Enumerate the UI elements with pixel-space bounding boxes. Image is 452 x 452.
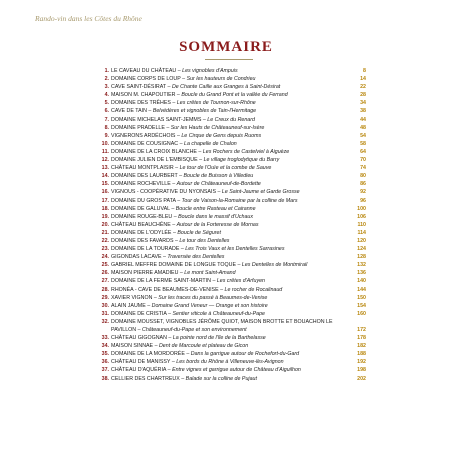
toc-entry-separator: – (145, 302, 152, 309)
toc-entry-walk: Les Trois Vaux et les Dentelles Sarrasines (185, 246, 285, 253)
toc-entry-text (111, 205, 343, 213)
toc-entry-number: 35. (101, 351, 109, 358)
toc-entry-page: 58 (360, 140, 366, 147)
toc-entry-text (111, 221, 343, 229)
toc-entry-walk: Sur les Hauts de Châteauneuf-sur-Isère (170, 124, 265, 131)
toc-entry (92, 132, 366, 140)
toc-entry-text (111, 99, 343, 107)
toc-entry (92, 350, 366, 358)
toc-entry-separator: – (175, 92, 182, 99)
toc-entry-separator: – (180, 76, 187, 83)
toc-entry-number: 12. (101, 157, 109, 164)
toc-entry-walk: Dent de Marcoule et plateau de Gicon (158, 343, 249, 350)
toc-entry-number: 1. (104, 68, 109, 74)
toc-entry-page: 86 (360, 181, 366, 188)
toc-entry-text (111, 140, 343, 148)
toc-entry-number: 17. (101, 197, 109, 204)
toc-entry-separator: – (136, 327, 143, 333)
toc-entry-page: 144 (357, 286, 366, 293)
toc-entry-domain: DOMAINE MOUSSET, VIGNOBLES JÉRÔME QUIOT, MAISON BROTTE ET BOUACHON LE PAVILLON (111, 318, 333, 333)
toc-entry (92, 245, 366, 253)
toc-entry-page: 154 (357, 302, 366, 309)
toc-entry-page: 140 (357, 278, 366, 285)
toc-entry-page: 114 (357, 229, 366, 236)
toc-entry-text (111, 318, 343, 334)
toc-entry-number: 30. (101, 302, 109, 309)
toc-entry-page: 92 (360, 189, 366, 196)
toc-entry-number: 33. (101, 335, 109, 342)
toc-entry-domain: MAISON PIERRE AMADIEU (111, 270, 179, 277)
toc-entry-domain: VIGNOUS - COOPÉRATIVE DU NYONSAIS (111, 189, 216, 196)
toc-entry-walk: Sur les hauteurs de Condrieu (186, 76, 256, 83)
toc-entry-domain: XAVIER VIGNON (111, 294, 153, 301)
toc-entry-page: 192 (357, 359, 366, 366)
toc-entry-domain: DOMAINE DES FAVARDS (111, 237, 174, 244)
toc-entry-page: 124 (357, 246, 366, 253)
toc-entry (92, 269, 366, 277)
toc-entry (92, 302, 366, 310)
toc-entry-separator: – (170, 359, 177, 366)
toc-entry-number: 31. (101, 310, 109, 317)
toc-entry-text (111, 164, 343, 172)
toc-entry-text (111, 180, 343, 188)
toc-entry-number: 25. (101, 262, 109, 269)
toc-entry-walk: Sentier viticole à Châteauneuf-du-Pape (172, 310, 265, 317)
toc-entry (92, 107, 366, 115)
toc-entry-domain: DOMAINE JULIEN DE L'EMBISQUE (111, 157, 198, 164)
toc-entry (92, 375, 366, 383)
toc-entry-domain: LE CAVEAU DU CHÂTEAU (111, 68, 177, 74)
toc-entry (92, 91, 366, 99)
toc-entry-separator: – (179, 246, 186, 253)
toc-entry-domain: CHÂTEAU BEAUCHÊNE (111, 221, 171, 228)
toc-entry-number: 13. (101, 165, 109, 172)
toc-entry-page: 198 (357, 367, 366, 374)
toc-entry-number: 22. (101, 237, 109, 244)
toc-entry-walk: Domaine Grand Veneur — Orange et son histoire (151, 302, 268, 309)
toc-entry (92, 75, 366, 83)
toc-entry-page: 100 (357, 205, 366, 212)
toc-entry-domain: CELLIER DES CHARTREUX (111, 375, 180, 382)
toc-entry-page: 110 (357, 221, 366, 228)
toc-entry-walk: Boucle du Grand Pont et la vallée du Ferrand (181, 92, 288, 99)
toc-entry-page: 64 (360, 148, 366, 155)
toc-entry-number: 18. (101, 205, 109, 212)
toc-entry-number: 19. (101, 213, 109, 220)
toc-entry-separator: – (164, 124, 171, 131)
toc-entry (92, 237, 366, 245)
toc-entry-domain: CHÂTEAU DE MANISSY (111, 359, 171, 366)
toc-entry-number: 27. (101, 278, 109, 285)
toc-entry-separator: – (176, 68, 183, 74)
toc-entry-domain: DOMAINE ROCHEVILLE (111, 181, 171, 188)
toc-entry-domain: GIGONDAS LACAVE (111, 254, 162, 261)
toc-entry-separator: – (201, 116, 208, 123)
toc-entry-number: 2. (104, 76, 109, 83)
toc-entry-text (111, 116, 343, 124)
toc-entry-page: 38 (360, 108, 366, 115)
toc-entry-text (111, 269, 343, 277)
toc-entry-separator: – (210, 278, 217, 285)
toc-entry-text (111, 237, 343, 245)
toc-entry-separator: – (197, 157, 204, 164)
title-divider (205, 59, 253, 60)
toc-entry-domain: CAVE DE TAIN (111, 108, 147, 115)
toc-entry (92, 116, 366, 124)
toc-entry-text (111, 277, 343, 285)
toc-entry-page: 106 (357, 213, 366, 220)
toc-entry-number: 5. (104, 100, 109, 107)
toc-entry-walk: Les bords du Rhône à Villeneuve-lès-Avignon (176, 359, 284, 366)
toc-entry-walk: Les crêtes d'Arfuyen (216, 278, 265, 285)
toc-entry-text (111, 294, 343, 302)
toc-entry-walk: Belvédères et vignobles de Tain-l'Hermitage (152, 108, 257, 115)
toc-entry-text (111, 132, 343, 140)
toc-entry-separator: – (175, 132, 182, 139)
toc-entry-page: 188 (357, 351, 366, 358)
toc-entry (92, 180, 366, 188)
toc-entry-domain: DOMAINE DE LA FERME SAINT-MARTIN (111, 278, 211, 285)
toc-entry-text (111, 366, 343, 374)
toc-entry-number: 38. (101, 375, 109, 382)
toc-entry-walk: De Chante Caille aux Granges à Saint-Désirat (171, 84, 281, 91)
toc-entry-page: 54 (360, 132, 366, 139)
toc-entry-walk: Le Cirque de Gens depuis Ruoms (181, 132, 262, 139)
toc-entry-page: 96 (360, 197, 366, 204)
toc-entry-page: 172 (357, 327, 366, 333)
toc-entry-text (111, 286, 343, 294)
table-of-contents (92, 67, 366, 383)
toc-entry-domain: DOMAINE DE L'ODYLÉE (111, 229, 172, 236)
toc-entry-number: 24. (101, 254, 109, 261)
toc-entry-separator: – (170, 100, 177, 107)
toc-entry-walk: Sur les traces du passé à Beaumes-de-Venise (158, 294, 268, 301)
toc-entry-text (111, 375, 343, 383)
toc-entry-page: 178 (357, 335, 366, 342)
toc-entry (92, 261, 366, 269)
toc-entry-page: 28 (360, 92, 366, 99)
toc-entry-walk: Le village troglodytique du Barry (203, 157, 280, 164)
toc-entry-walk: Boucle entre Rasteau et Cairanne (175, 205, 256, 212)
toc-entry-domain: DOMAINE DE CRISTIA (111, 310, 167, 317)
toc-entry-walk: Entre vignes et garrigue autour de Château d'Aiguilhon (172, 367, 301, 374)
page-title: SOMMAIRE (179, 39, 273, 55)
toc-entry-separator: – (170, 221, 177, 228)
toc-entry-domain: GABRIEL MEFFRE DOMAINE DE LONGUE TOQUE (111, 262, 236, 269)
toc-entry-walk: Le rocher de Rocalinaud (224, 286, 283, 293)
toc-entry-text (111, 83, 343, 91)
toc-entry-number: 32. (101, 318, 109, 325)
toc-entry-number: 15. (101, 181, 109, 188)
toc-entry-page: 22 (360, 84, 366, 91)
toc-entry (92, 318, 366, 334)
toc-entry (92, 99, 366, 107)
toc-entry-walk: Les Dentelles de Montmirail (241, 262, 308, 269)
toc-entry-number: 8. (104, 124, 109, 131)
toc-entry-page: 80 (360, 173, 366, 180)
toc-entry-number: 7. (104, 116, 109, 123)
toc-entry-walk: Boucle de Buisson à Villedieu (183, 173, 254, 180)
toc-entry-separator: – (173, 165, 180, 172)
toc-entry (92, 156, 366, 164)
toc-entry-page: 70 (360, 157, 366, 164)
toc-entry-text (111, 302, 343, 310)
toc-entry-separator: – (152, 294, 159, 301)
toc-entry-number: 26. (101, 270, 109, 277)
toc-entry-domain: VIGNERONS ARDÉCHOIS (111, 132, 176, 139)
toc-entry-page: 44 (360, 116, 366, 123)
toc-entry-domain: DOMAINE MICHELAS SAINT-JEMMS (111, 116, 202, 123)
toc-entry-number: 21. (101, 229, 109, 236)
toc-entry-text (111, 172, 343, 180)
toc-entry-text (111, 197, 343, 205)
toc-entry-text (111, 124, 343, 132)
toc-entry-separator: – (173, 237, 180, 244)
toc-entry-number: 4. (104, 92, 109, 99)
toc-entry-number: 28. (101, 286, 109, 293)
toc-entry-separator: – (215, 189, 222, 196)
toc-entry-domain: CHÂTEAU D'AQUÉRIA (111, 367, 167, 374)
page-header: Rando-vin dans les Côtes du Rhône (35, 14, 142, 23)
toc-entry (92, 140, 366, 148)
toc-entry-separator: – (179, 375, 186, 382)
toc-entry-number: 9. (104, 132, 109, 139)
toc-entry-text (111, 148, 343, 156)
toc-entry-separator: – (170, 181, 177, 188)
toc-entry-walk: Le tour de l'Ouïe et la combe de Sauve (179, 165, 272, 172)
toc-entry (92, 188, 366, 196)
toc-entry-separator: – (196, 148, 203, 155)
toc-entry (92, 342, 366, 350)
toc-entry-walk: Les Rochers de Castelviel à Aiguèze (202, 148, 290, 155)
toc-entry-page: 160 (357, 310, 366, 317)
toc-entry-text (111, 245, 343, 253)
toc-entry-domain: MAISON SINNAE (111, 343, 154, 350)
toc-entry-separator: – (166, 335, 173, 342)
toc-entry-text (111, 310, 343, 318)
toc-entry-text (111, 350, 343, 358)
toc-entry-text (111, 75, 343, 83)
toc-entry-domain: CHÂTEAU MONTPLAISIR (111, 165, 174, 172)
toc-entry-page: 48 (360, 124, 366, 131)
toc-entry (92, 67, 366, 75)
toc-entry-text (111, 229, 343, 237)
toc-entry (92, 172, 366, 180)
toc-entry (92, 277, 366, 285)
toc-entry (92, 221, 366, 229)
toc-entry-text (111, 213, 343, 221)
toc-entry-walk: La chapelle de Chalon (184, 140, 237, 147)
toc-entry-page: 132 (357, 262, 366, 269)
toc-entry (92, 148, 366, 156)
toc-entry-page: 34 (360, 100, 366, 107)
toc-entry-domain: DOMAINE DES LAURBERT (111, 173, 178, 180)
toc-entry-separator: – (172, 213, 179, 220)
toc-entry-page: 150 (357, 294, 366, 301)
toc-entry (92, 229, 366, 237)
toc-entry-separator: – (178, 270, 185, 277)
toc-entry-separator: – (236, 262, 242, 269)
toc-entry-walk: Le Saint-Jaume et Garde Grosse (221, 189, 300, 196)
toc-entry-page: 74 (360, 165, 366, 172)
toc-entry-text (111, 91, 343, 99)
toc-entry-page: 136 (357, 270, 366, 277)
toc-entry-number: 3. (104, 84, 109, 91)
toc-entry-text (111, 261, 343, 269)
toc-entry-domain: DOMAINE DE GALUVAL (111, 205, 170, 212)
toc-entry-walk: Tour de Vaison-la-Romaine par la colline de Mars (181, 197, 298, 204)
toc-entry-separator: – (166, 310, 173, 317)
toc-entry-text (111, 188, 343, 196)
toc-entry (92, 310, 366, 318)
toc-entry-walk: Dans la garrigue autour de Rochefort-du-Gard (190, 351, 300, 358)
toc-entry-text (111, 253, 343, 261)
toc-entry-number: 29. (101, 294, 109, 301)
toc-entry-separator: – (153, 343, 159, 350)
toc-entry-domain: DOMAINE DES TRÊHES (111, 100, 171, 107)
toc-entry-number: 20. (101, 221, 109, 228)
toc-entry-separator: – (166, 84, 172, 91)
toc-entry-text (111, 342, 343, 350)
toc-entry-walk: Le mont Saint-Amand (184, 270, 236, 277)
toc-entry-page: 120 (357, 237, 366, 244)
toc-entry-text (111, 67, 343, 75)
toc-entry (92, 366, 366, 374)
toc-entry-domain: DOMAINE DE COUSIGNAC (111, 140, 179, 147)
toc-entry-walk: Traversée des Dentelles (167, 254, 225, 261)
toc-entry-walk: Boucle dans le massif d'Uchaux (178, 213, 254, 220)
toc-entry-domain: CHÂTEAU GIGOGNAN (111, 335, 167, 342)
toc-entry-walk: Les vignobles d'Ampuis (182, 68, 238, 74)
toc-entry-separator: – (184, 351, 191, 358)
toc-entry-text (111, 156, 343, 164)
toc-entry-domain: CAVE SAINT-DÉSIRAT (111, 84, 167, 91)
toc-entry-domain: DOMAINE DU GROS PATA (111, 197, 176, 204)
toc-entry-number: 37. (101, 367, 109, 374)
toc-entry-number: 10. (101, 140, 109, 147)
toc-entry-domain: RHONÉA - CAVE DE BEAUMES-DE-VENISE (111, 286, 219, 293)
toc-entry-domain: DOMAINE PRADELLE (111, 124, 165, 131)
toc-entry-domain: DOMAINE DE LA MORDORÉE (111, 351, 185, 358)
toc-entry-page: 128 (357, 254, 366, 261)
toc-entry-text (111, 358, 343, 366)
toc-entry-number: 34. (101, 343, 109, 350)
toc-entry-walk: La pointe nord de l'île de la Barthelasse (172, 335, 266, 342)
toc-entry-domain: DOMAINE ROUGE-BLEU (111, 213, 173, 220)
toc-entry (92, 253, 366, 261)
toc-entry-separator: – (146, 108, 153, 115)
toc-entry-domain: DOMAINE DE LA TOURADE (111, 246, 180, 253)
toc-entry-page: 202 (357, 375, 366, 382)
toc-entry-walk: Autour de Châteauneuf-de-Bordette (176, 181, 261, 188)
toc-entry (92, 334, 366, 342)
toc-entry-domain: MAISON M. CHAPOUTIER (111, 92, 176, 99)
toc-entry-number: 6. (104, 108, 109, 115)
toc-entry-number: 14. (101, 173, 109, 180)
toc-entry-walk: Les crêtes de Tournon-sur-Rhône (176, 100, 256, 107)
toc-entry-walk: Boucle de Séguret (177, 229, 221, 236)
toc-entry (92, 164, 366, 172)
toc-entry-walk: Le Creux du Renard (207, 116, 255, 123)
toc-entry-separator: – (166, 367, 173, 374)
toc-entry-separator: – (177, 173, 184, 180)
toc-entry-page: 182 (357, 343, 366, 350)
toc-entry (92, 286, 366, 294)
toc-entry-separator: – (171, 229, 178, 236)
toc-entry (92, 124, 366, 132)
toc-entry-walk: Le tour des Dentelles (179, 237, 230, 244)
toc-entry (92, 83, 366, 91)
toc-entry-separator: – (169, 205, 176, 212)
toc-entry (92, 213, 366, 221)
toc-entry-separator: – (161, 254, 168, 261)
toc-entry (92, 358, 366, 366)
toc-entry-separator: – (218, 286, 225, 293)
toc-entry-separator: – (175, 197, 182, 204)
toc-entry-number: 36. (101, 359, 109, 366)
toc-entry (92, 205, 366, 213)
toc-entry-domain: ALAIN JAUME (111, 302, 146, 309)
toc-entry-text (111, 107, 343, 115)
toc-entry-domain: DOMAINE DE LA CROIX BLANCHE (111, 148, 197, 155)
toc-entry-domain: DOMAINE CORPS DE LOUP (111, 76, 181, 83)
toc-entry (92, 294, 366, 302)
toc-entry-separator: – (178, 140, 184, 147)
toc-entry-walk: Autour de la Forteresse de Mornas (176, 221, 259, 228)
toc-entry-walk: Châteauneuf-du-Pape et son environnement (142, 327, 247, 333)
toc-entry-page: 14 (360, 76, 366, 83)
toc-entry-page: 8 (363, 68, 366, 74)
toc-entry-number: 16. (101, 189, 109, 196)
toc-entry (92, 197, 366, 205)
toc-entry-text (111, 334, 343, 342)
toc-entry-walk: Balade sur la colline de Pujaut (185, 375, 257, 382)
toc-entry-number: 11. (101, 148, 109, 155)
toc-entry-number: 23. (101, 246, 109, 253)
